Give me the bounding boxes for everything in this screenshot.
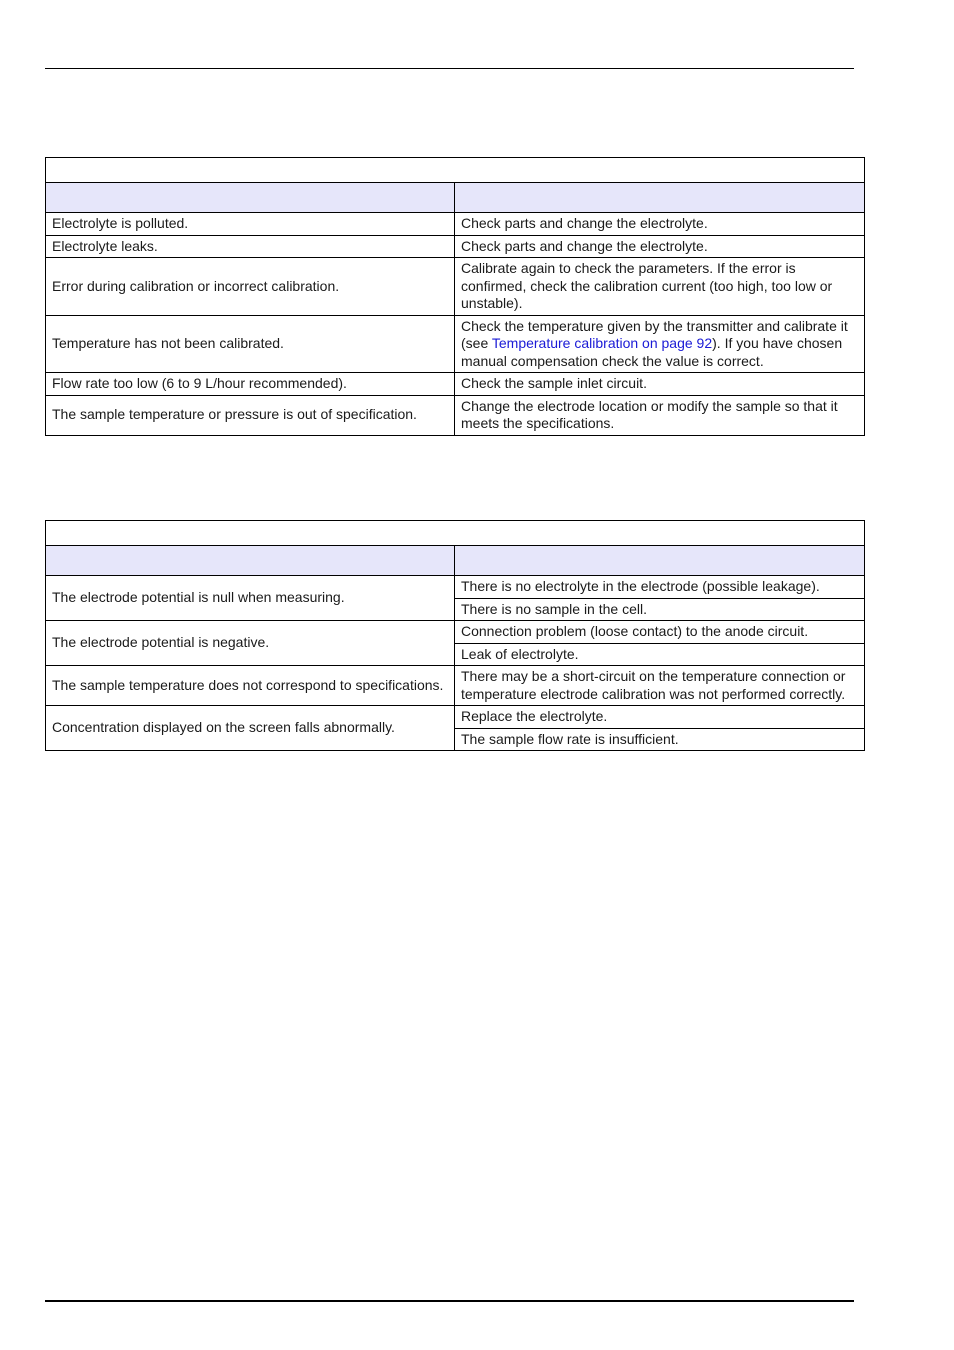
cause-cell: There is no sample in the cell. <box>455 598 865 621</box>
table-title-row <box>46 158 865 183</box>
problem-cell: Electrolyte leaks. <box>46 235 455 258</box>
cause-cell: Replace the electrolyte. <box>455 706 865 729</box>
table-row <box>46 666 865 706</box>
solution-cell: Check parts and change the electrolyte. <box>455 235 865 258</box>
header-rule <box>45 68 854 69</box>
table-row <box>46 315 865 373</box>
solution-text-post: ). If you have chosen manual compensation check the value is correct. <box>461 335 843 369</box>
column-header-solution <box>455 183 865 213</box>
cause-cell: There is no electrolyte in the electrode (possible leakage). <box>455 576 865 599</box>
solution-cell: Change the electrode location or modify the sample so that it meets the specifications. <box>455 395 865 435</box>
problem-cell: Concentration displayed on the screen falls abnormally. <box>46 706 455 751</box>
table-row <box>46 576 865 599</box>
cause-cell: The sample flow rate is insufficient. <box>455 728 865 751</box>
problem-cell: Temperature has not been calibrated. <box>46 315 455 373</box>
problem-cell: The sample temperature does not correspond to specifications. <box>46 666 455 706</box>
table-row <box>46 706 865 729</box>
table-header-row <box>46 183 865 213</box>
table-row <box>46 258 865 316</box>
problem-cell: The electrode potential is negative. <box>46 621 455 666</box>
column-header-problem <box>46 546 455 576</box>
solution-cell <box>455 315 865 373</box>
troubleshooting-table-1 <box>45 157 865 436</box>
problem-cell: Flow rate too low (6 to 9 L/hour recommended). <box>46 373 455 396</box>
column-header-cause <box>455 546 865 576</box>
table-title <box>46 158 865 183</box>
cause-cell: There may be a short-circuit on the temperature connection or temperature electrode calibration was not performed correctly. <box>455 666 865 706</box>
table-row <box>46 395 865 435</box>
cause-cell: Leak of electrolyte. <box>455 643 865 666</box>
cause-cell: Connection problem (loose contact) to the anode circuit. <box>455 621 865 644</box>
table-row <box>46 213 865 236</box>
table-row <box>46 235 865 258</box>
solution-text-pre: Check the temperature given by the transmitter and calibrate it (see <box>461 317 848 351</box>
table-row <box>46 373 865 396</box>
solution-cell: Check parts and change the electrolyte. <box>455 213 865 236</box>
column-header-problem <box>46 183 455 213</box>
footer-rule <box>45 1300 854 1302</box>
problem-cell: Electrolyte is polluted. <box>46 213 455 236</box>
problem-cell: The sample temperature or pressure is out of specification. <box>46 395 455 435</box>
problem-cell: The electrode potential is null when measuring. <box>46 576 455 621</box>
temperature-calibration-link[interactable]: Temperature calibration on page 92 <box>491 335 713 351</box>
table-title <box>46 521 865 546</box>
solution-cell: Check the sample inlet circuit. <box>455 373 865 396</box>
troubleshooting-table-2 <box>45 520 865 751</box>
table-header-row <box>46 546 865 576</box>
solution-cell: Calibrate again to check the parameters. If the error is confirmed, check the calibration current (too high, too low or unstable). <box>455 258 865 316</box>
table-title-row <box>46 521 865 546</box>
table-row <box>46 621 865 644</box>
problem-cell: Error during calibration or incorrect calibration. <box>46 258 455 316</box>
